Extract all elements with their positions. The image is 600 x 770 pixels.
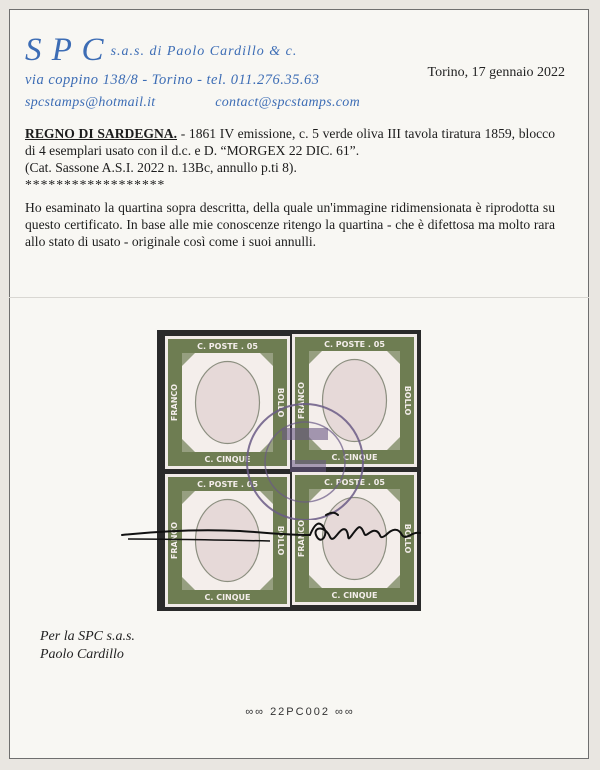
stamp-right-label: BOLLO (403, 523, 412, 554)
stamp-top-label: C. POSTE . 05 (197, 342, 258, 351)
stamp-top-label: C. POSTE . 05 (197, 480, 258, 489)
signature-caption (40, 628, 135, 664)
description-text: - 1861 IV emissione, c. 5 verde oliva III tavola tiratura 1859, blocco di 4 esemplari usato con il d.c. e D. “MORGEX 22 DIC. 61”. (25, 126, 555, 158)
serial-text: 22PC002 (270, 706, 330, 718)
fold-line (9, 297, 589, 298)
stamp-left-label: FRANCO (170, 383, 179, 422)
stamp-left-label: FRANCO (297, 381, 306, 420)
handwritten-signature (120, 505, 440, 558)
catalogue-reference: (Cat. Sassone A.S.I. 2022 n. 13Bc, annullo p.ti 8). (25, 160, 297, 175)
brand-name: S P C (25, 32, 105, 68)
stamp-bottom-label: C. CINQUE (331, 591, 378, 600)
description-paragraph (25, 125, 555, 159)
brand-address: via coppino 138/8 - Torino - tel. 011.276.35.63 (25, 72, 320, 89)
opinion-paragraph: Ho esaminato la quartina sopra descritta, della quale un'immagine ridimensionata è riprodotta su questo certificato. In base alle mie conoscenze ritengo la quartina - che è difettosa ma molto rara allo stato di usato - originale così come i suoi annulli. (25, 200, 555, 249)
postmark (230, 400, 380, 520)
stamp-right-label: BOLLO (276, 525, 285, 556)
stamp-bottom-label: C. CINQUE (331, 453, 378, 462)
brand-subtitle: s.a.s. di Paolo Cardillo & c. (110, 44, 298, 60)
stamp-right-label: BOLLO (276, 387, 285, 418)
stamp-bottom-label: C. CINQUE (204, 455, 251, 464)
brand-logo (25, 33, 370, 69)
brand-email: spcstamps@hotmail.it (25, 95, 156, 111)
signature-line-2: Paolo Cardillo (40, 647, 124, 662)
brand-contacts (25, 95, 360, 111)
stamp-bottom-label: C. CINQUE (204, 593, 251, 602)
serial-ornament-right-icon: ∞∞ (329, 706, 355, 718)
certificate-body (25, 125, 555, 250)
certificate-date: Torino, 17 gennaio 2022 (427, 65, 565, 80)
brand-contact: contact@spcstamps.com (215, 95, 360, 111)
letterhead (25, 33, 370, 111)
stamp-top-label: C. POSTE . 05 (324, 478, 385, 487)
serial-ornament-left-icon: ∞∞ (245, 706, 271, 718)
stamp-top-label: C. POSTE . 05 (324, 340, 385, 349)
description-heading: REGNO DI SARDEGNA. (25, 126, 178, 141)
stamp-left-label: FRANCO (297, 519, 306, 558)
separator-stars: ****************** (25, 177, 166, 192)
serial-number (0, 706, 600, 718)
stamp-right-label: BOLLO (403, 385, 412, 416)
stamp-left-label: FRANCO (170, 521, 179, 560)
signature-line-1: Per la SPC s.a.s. (40, 629, 135, 644)
